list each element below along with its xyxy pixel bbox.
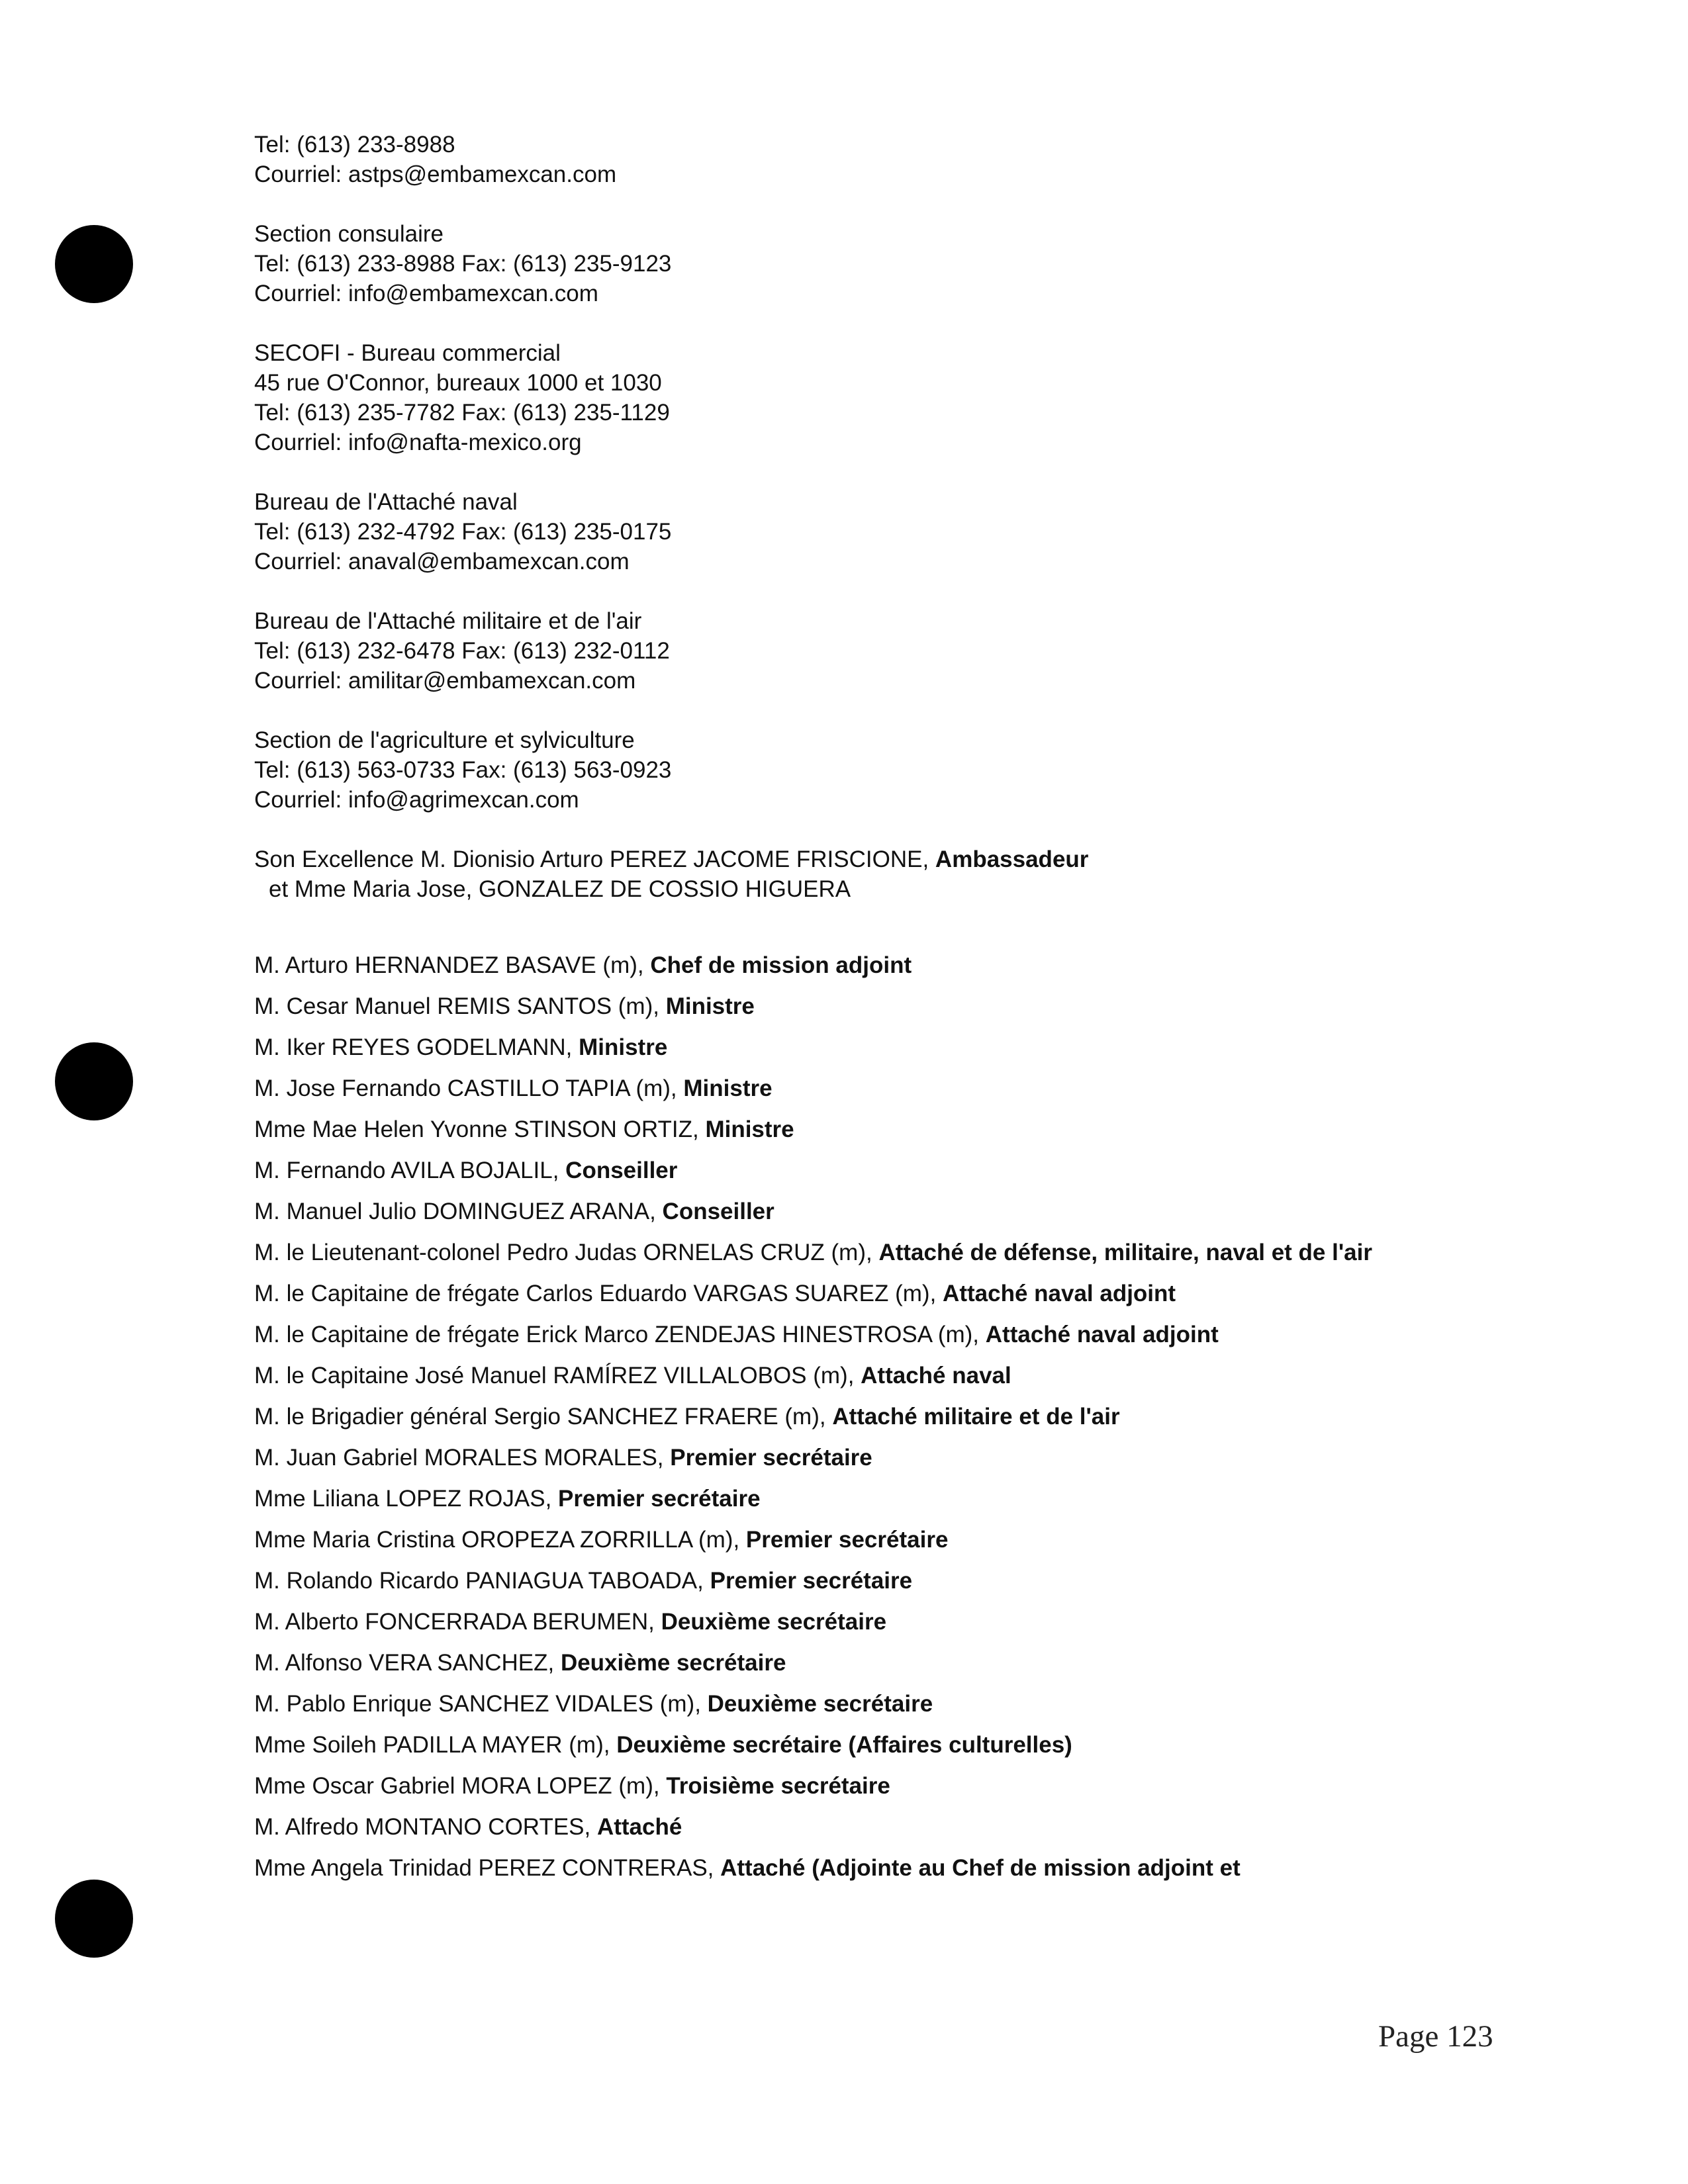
contact-line: Courriel: amilitar@embamexcan.com bbox=[254, 668, 636, 694]
staff-title: Attaché militaire et de l'air bbox=[832, 1404, 1120, 1430]
contact-line: Tel: (613) 233-8988 Fax: (613) 235-9123 bbox=[254, 251, 672, 277]
staff-title: Attaché naval adjoint bbox=[943, 1281, 1176, 1306]
contact-block-naval bbox=[254, 487, 1446, 576]
staff-title: Premier secrétaire bbox=[558, 1486, 761, 1512]
staff-entry bbox=[254, 1073, 1446, 1103]
staff-name: M. Cesar Manuel REMIS SANTOS (m), bbox=[254, 993, 666, 1019]
staff-title: Deuxième secrétaire bbox=[560, 1650, 786, 1676]
staff-name: M. Iker REYES GODELMANN, bbox=[254, 1034, 579, 1060]
staff-title: Conseiller bbox=[662, 1199, 774, 1224]
staff-name: M. Juan Gabriel MORALES MORALES, bbox=[254, 1445, 671, 1471]
contact-line: Section de l'agriculture et sylviculture bbox=[254, 727, 635, 753]
staff-entry bbox=[254, 1279, 1446, 1308]
staff-title: Premier secrétaire bbox=[710, 1568, 913, 1594]
staff-name: Mme Liliana LOPEZ ROJAS, bbox=[254, 1486, 559, 1512]
contact-block-main bbox=[254, 130, 1446, 189]
contact-line: Bureau de l'Attaché militaire et de l'air bbox=[254, 608, 642, 634]
staff-title: Deuxième secrétaire bbox=[661, 1609, 887, 1635]
staff-name: M. Fernando AVILA BOJALIL, bbox=[254, 1158, 566, 1183]
contact-line: Tel: (613) 232-6478 Fax: (613) 232-0112 bbox=[254, 638, 670, 664]
staff-title: Premier secrétaire bbox=[670, 1445, 872, 1471]
staff-name: M. Alfredo MONTANO CORTES, bbox=[254, 1814, 597, 1840]
staff-title: Attaché naval adjoint bbox=[985, 1322, 1219, 1347]
staff-name: M. le Capitaine de frégate Erick Marco ZENDEJAS HINESTROSA (m), bbox=[254, 1322, 986, 1347]
staff-name: Mme Angela Trinidad PEREZ CONTRERAS, bbox=[254, 1855, 721, 1881]
staff-name: Mme Mae Helen Yvonne STINSON ORTIZ, bbox=[254, 1116, 706, 1142]
contact-line: SECOFI - Bureau commercial bbox=[254, 340, 561, 366]
staff-title: Troisième secrétaire bbox=[666, 1773, 890, 1799]
staff-entry bbox=[254, 1361, 1446, 1390]
contact-line: Tel: (613) 235-7782 Fax: (613) 235-1129 bbox=[254, 400, 670, 426]
staff-entry bbox=[254, 1238, 1446, 1267]
staff-title: Ministre bbox=[579, 1034, 668, 1060]
contact-block-consular bbox=[254, 219, 1446, 308]
ambassador-spouse: et Mme Maria Jose, GONZALEZ DE COSSIO HIGUERA bbox=[269, 876, 851, 902]
ambassador-title: Ambassadeur bbox=[935, 846, 1089, 872]
contact-line: Courriel: astps@embamexcan.com bbox=[254, 161, 617, 187]
punch-hole-top bbox=[55, 225, 133, 303]
staff-name: M. Manuel Julio DOMINGUEZ ARANA, bbox=[254, 1199, 663, 1224]
contact-line: Courriel: info@agrimexcan.com bbox=[254, 787, 579, 813]
staff-title: Attaché naval bbox=[861, 1363, 1011, 1388]
contact-block-agriculture bbox=[254, 725, 1446, 815]
contact-line: Tel: (613) 232-4792 Fax: (613) 235-0175 bbox=[254, 519, 672, 545]
contact-line: Section consulaire bbox=[254, 221, 444, 247]
staff-title: Deuxième secrétaire bbox=[707, 1691, 933, 1717]
staff-name: M. Alberto FONCERRADA BERUMEN, bbox=[254, 1609, 661, 1635]
contact-block-secofi bbox=[254, 338, 1446, 457]
staff-name: M. le Lieutenant-colonel Pedro Judas ORNELAS CRUZ (m), bbox=[254, 1240, 879, 1265]
contact-line: Courriel: info@nafta-mexico.org bbox=[254, 430, 582, 455]
staff-entry bbox=[254, 1566, 1446, 1596]
contact-line: Tel: (613) 233-8988 bbox=[254, 132, 455, 158]
ambassador-entry bbox=[254, 844, 1446, 904]
staff-entry bbox=[254, 950, 1446, 980]
staff-name: M. Alfonso VERA SANCHEZ, bbox=[254, 1650, 561, 1676]
staff-entry bbox=[254, 1607, 1446, 1637]
staff-entry bbox=[254, 1156, 1446, 1185]
staff-entry bbox=[254, 1443, 1446, 1473]
staff-entry bbox=[254, 1484, 1446, 1514]
contact-line: Tel: (613) 563-0733 Fax: (613) 563-0923 bbox=[254, 757, 672, 783]
staff-entry bbox=[254, 991, 1446, 1021]
staff-title: Ministre bbox=[705, 1116, 794, 1142]
staff-name: Mme Soileh PADILLA MAYER (m), bbox=[254, 1732, 617, 1758]
staff-entry bbox=[254, 1648, 1446, 1678]
staff-name: Mme Oscar Gabriel MORA LOPEZ (m), bbox=[254, 1773, 667, 1799]
contact-block-military bbox=[254, 606, 1446, 696]
staff-entry bbox=[254, 1730, 1446, 1760]
staff-entry bbox=[254, 1032, 1446, 1062]
staff-entry bbox=[254, 1525, 1446, 1555]
staff-name: M. Arturo HERNANDEZ BASAVE (m), bbox=[254, 952, 651, 978]
staff-title: Chef de mission adjoint bbox=[650, 952, 912, 978]
staff-name: Mme Maria Cristina OROPEZA ZORRILLA (m), bbox=[254, 1527, 746, 1553]
contact-line: Courriel: anaval@embamexcan.com bbox=[254, 549, 630, 574]
staff-name: M. le Capitaine de frégate Carlos Eduardo VARGAS SUAREZ (m), bbox=[254, 1281, 943, 1306]
staff-title: Attaché (Adjointe au Chef de mission adjoint et bbox=[720, 1855, 1241, 1881]
staff-title: Ministre bbox=[665, 993, 755, 1019]
ambassador-name: Son Excellence M. Dionisio Arturo PEREZ JACOME FRISCIONE, bbox=[254, 846, 935, 872]
staff-title: Ministre bbox=[683, 1075, 773, 1101]
staff-name: M. Jose Fernando CASTILLO TAPIA (m), bbox=[254, 1075, 684, 1101]
staff-entry bbox=[254, 1197, 1446, 1226]
punch-hole-bottom bbox=[55, 1880, 133, 1958]
staff-entry bbox=[254, 1853, 1446, 1883]
staff-entry bbox=[254, 1771, 1446, 1801]
punch-hole-middle bbox=[55, 1042, 133, 1120]
staff-title: Deuxième secrétaire (Affaires culturelles) bbox=[616, 1732, 1072, 1758]
staff-title: Conseiller bbox=[565, 1158, 678, 1183]
staff-title: Premier secrétaire bbox=[745, 1527, 949, 1553]
staff-entry bbox=[254, 1115, 1446, 1144]
staff-name: M. Rolando Ricardo PANIAGUA TABOADA, bbox=[254, 1568, 710, 1594]
contact-line: Bureau de l'Attaché naval bbox=[254, 489, 518, 515]
staff-name: M. Pablo Enrique SANCHEZ VIDALES (m), bbox=[254, 1691, 708, 1717]
page-number: Page 123 bbox=[1378, 2019, 1493, 2054]
staff-title: Attaché de défense, militaire, naval et de l'air bbox=[878, 1240, 1372, 1265]
contact-line: 45 rue O'Connor, bureaux 1000 et 1030 bbox=[254, 370, 662, 396]
staff-list bbox=[254, 950, 1446, 1883]
staff-entry bbox=[254, 1812, 1446, 1842]
staff-title: Attaché bbox=[596, 1814, 682, 1840]
staff-entry bbox=[254, 1320, 1446, 1349]
document-body bbox=[254, 130, 1446, 1894]
contact-line: Courriel: info@embamexcan.com bbox=[254, 281, 598, 306]
staff-entry bbox=[254, 1402, 1446, 1432]
staff-entry bbox=[254, 1689, 1446, 1719]
ambassador-line bbox=[254, 844, 1446, 874]
staff-name: M. le Capitaine José Manuel RAMÍREZ VILLALOBOS (m), bbox=[254, 1363, 861, 1388]
staff-name: M. le Brigadier général Sergio SANCHEZ FRAERE (m), bbox=[254, 1404, 833, 1430]
